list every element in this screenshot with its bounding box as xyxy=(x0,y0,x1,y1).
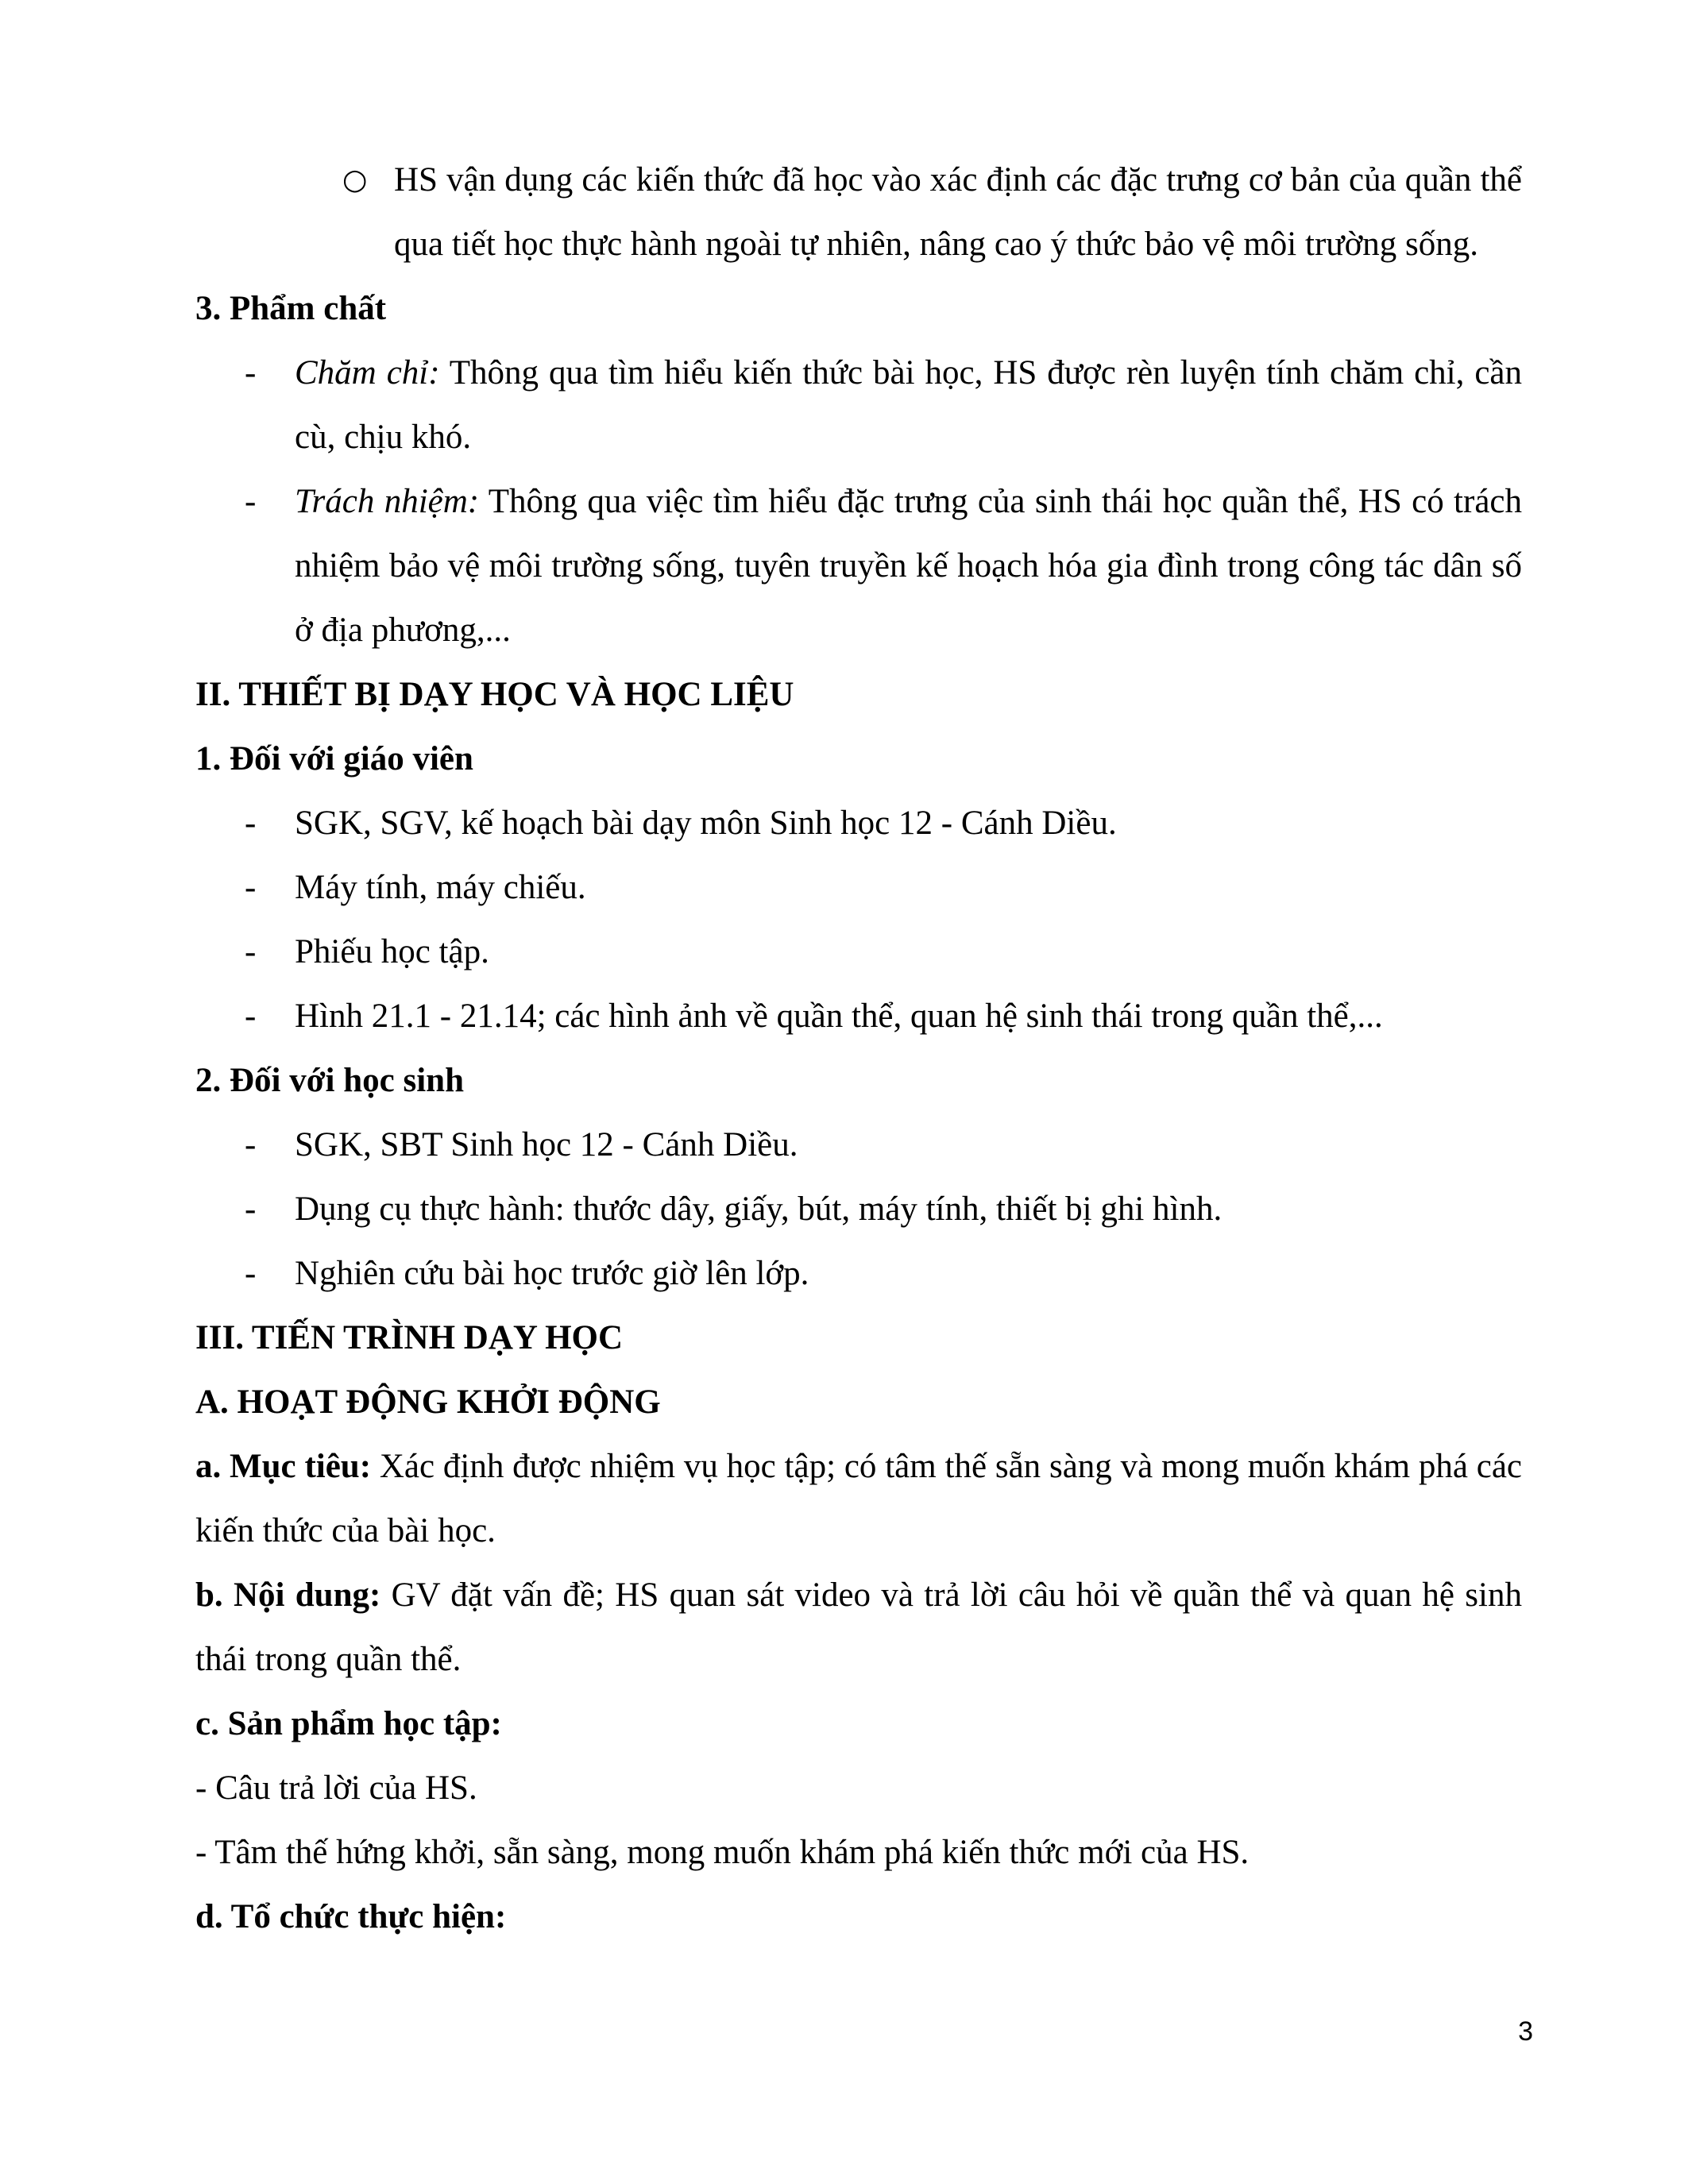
pham-chat-item-text: Thông qua việc tìm hiểu đặc trưng của sinh thái học quần thể, HS có trách nhiệm bảo vệ môi trường sống, tuyên truyền kế hoạch hóa gia đình trong công tác dân số ở địa phương,... xyxy=(295,483,1522,649)
teacher-item xyxy=(195,920,1522,984)
dash-marker: - xyxy=(245,805,257,842)
san-pham-heading: c. Sản phẩm học tập: xyxy=(195,1705,502,1742)
dash-marker: - xyxy=(245,869,257,906)
section-2-heading: II. THIẾT BỊ DẠY HỌC VÀ HỌC LIỆU xyxy=(195,676,794,713)
page-number: 3 xyxy=(1518,2016,1533,2047)
teacher-item xyxy=(195,984,1522,1048)
teacher-item-text: Phiếu học tập. xyxy=(295,933,489,970)
student-item xyxy=(195,1241,1522,1306)
section-3-heading: III. TIẾN TRÌNH DẠY HỌC xyxy=(195,1319,624,1356)
dash-marker: - xyxy=(245,354,257,392)
page-content xyxy=(195,148,1522,1949)
activity-heading: A. HOẠT ĐỘNG KHỞI ĐỘNG xyxy=(195,1383,661,1421)
teacher-heading: 1. Đối với giáo viên xyxy=(195,740,473,778)
to-chuc-heading: d. Tổ chức thực hiện: xyxy=(195,1898,507,1935)
intro-bullet-text: HS vận dụng các kiến thức đã học vào xác định các đặc trưng cơ bản của quần thể qua tiết học thực hành ngoài tự nhiên, nâng cao ý thức bảo vệ môi trường sống. xyxy=(394,161,1522,263)
intro-bullet-item xyxy=(195,148,1522,276)
student-item xyxy=(195,1177,1522,1241)
dash-marker: - xyxy=(245,1255,257,1292)
muc-tieu-label: a. Mục tiêu: xyxy=(195,1448,372,1485)
student-item-text: SGK, SBT Sinh học 12 - Cánh Diều. xyxy=(295,1126,798,1163)
pham-chat-item-label: Chăm chỉ: xyxy=(295,354,440,392)
pham-chat-heading: 3. Phẩm chất xyxy=(195,290,387,327)
dash-marker: - xyxy=(245,483,257,520)
teacher-item xyxy=(195,791,1522,855)
student-item-text: Nghiên cứu bài học trước giờ lên lớp. xyxy=(295,1255,809,1292)
noi-dung-paragraph xyxy=(195,1563,1522,1692)
dash-marker: - xyxy=(245,1126,257,1163)
noi-dung-text: GV đặt vấn đề; HS quan sát video và trả lời câu hỏi về quần thể và quan hệ sinh thái trong quần thể. xyxy=(195,1576,1522,1678)
circle-bullet-icon: ○ xyxy=(342,164,368,196)
muc-tieu-text: Xác định được nhiệm vụ học tập; có tâm thế sẵn sàng và mong muốn khám phá các kiến thức của bài học. xyxy=(195,1448,1523,1549)
muc-tieu-paragraph xyxy=(195,1434,1522,1563)
pham-chat-item-cham-chi xyxy=(195,341,1522,469)
dash-marker: - xyxy=(245,997,257,1035)
pham-chat-item-label: Trách nhiệm: xyxy=(295,483,480,520)
teacher-item-text: SGK, SGV, kế hoạch bài dạy môn Sinh học 12 - Cánh Diều. xyxy=(295,805,1117,842)
noi-dung-label: b. Nội dung: xyxy=(195,1576,381,1614)
teacher-item-text: Máy tính, máy chiếu. xyxy=(295,869,586,906)
dash-marker: - xyxy=(245,1190,257,1228)
teacher-item-text: Hình 21.1 - 21.14; các hình ảnh về quần thể, quan hệ sinh thái trong quần thể,... xyxy=(295,997,1383,1035)
san-pham-line: - Tâm thế hứng khởi, sẵn sàng, mong muốn khám phá kiến thức mới của HS. xyxy=(195,1834,1250,1871)
dash-marker: - xyxy=(245,933,257,970)
teacher-item xyxy=(195,855,1522,920)
pham-chat-item-trach-nhiem xyxy=(195,469,1522,662)
san-pham-line: - Câu trả lời của HS. xyxy=(195,1769,477,1807)
student-heading: 2. Đối với học sinh xyxy=(195,1062,465,1099)
student-item-text: Dụng cụ thực hành: thước dây, giấy, bút, máy tính, thiết bị ghi hình. xyxy=(295,1190,1223,1228)
pham-chat-item-text: Thông qua tìm hiểu kiến thức bài học, HS được rèn luyện tính chăm chỉ, cần cù, chịu khó. xyxy=(295,354,1522,456)
student-item xyxy=(195,1113,1522,1177)
